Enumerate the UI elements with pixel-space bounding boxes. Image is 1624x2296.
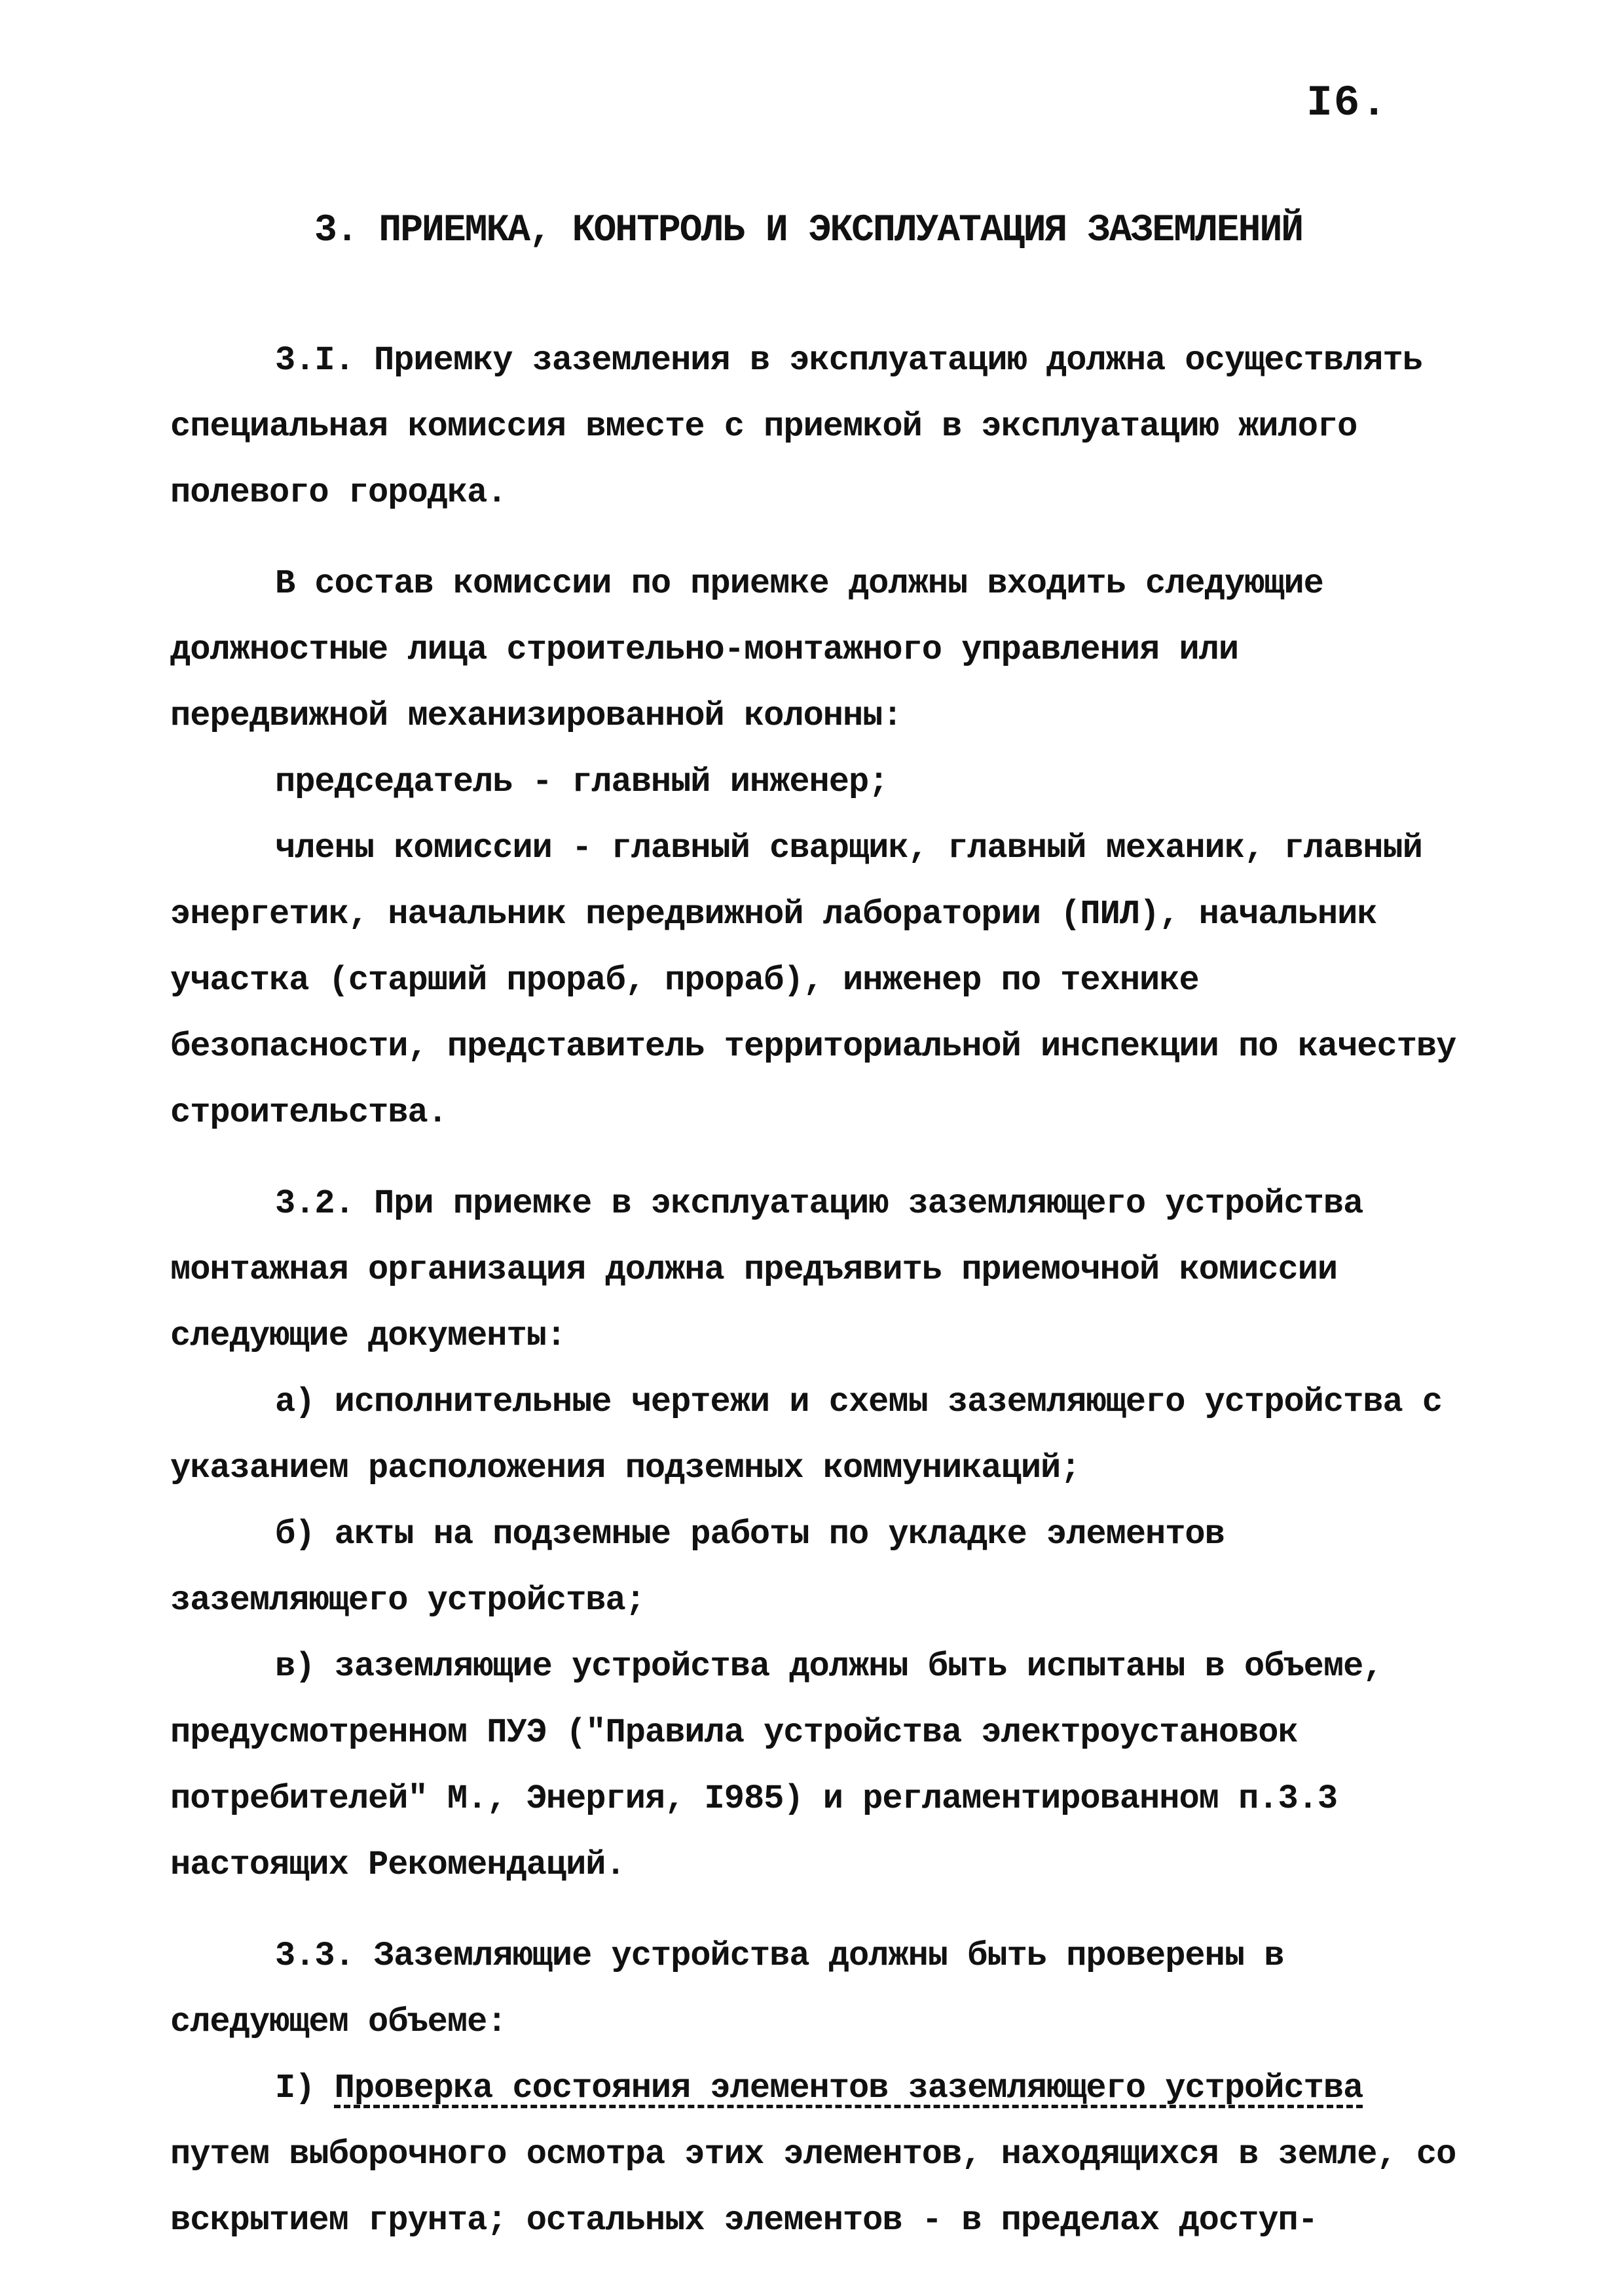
document-body <box>170 327 1473 2253</box>
list-item-1-heading: Проверка состояния элементов заземляющего устройства <box>334 2069 1363 2107</box>
list-item-1 <box>170 2055 1473 2253</box>
paragraph-chairman: председатель - главный инженер; <box>275 763 889 801</box>
paragraph-3-2: 3.2. При приемке в эксплуатацию заземляющего устройства монтажная организация должна предъявить приемочной комиссии следующие документы: <box>170 1184 1363 1355</box>
paragraph-3-1: 3.I. Приемку заземления в эксплуатацию должна осуществлять специальная комиссия вместе с приемкой в эксплуатацию жилого полевого городка. <box>170 341 1422 512</box>
page-number: I6. <box>1306 79 1388 128</box>
paragraph-3-3: 3.3. Заземляющие устройства должны быть проверены в следующем объеме: <box>170 1937 1284 2041</box>
list-item-1-text: путем выборочного осмотра этих элементов, находящихся в земле, со вскрытием грунта; остальных элементов - в пределах доступ- <box>170 2135 1456 2240</box>
paragraph-commission-members: члены комиссии - главный сварщик, главный механик, главный энергетик, начальник передвижной лаборатории (ПИЛ), начальник участка (старший прораб, прораб), инженер по технике безопасности, представитель территориальной инспекции по качеству строительства. <box>170 829 1456 1132</box>
section-title: 3. ПРИЕМКА, КОНТРОЛЬ И ЭКСПЛУАТАЦИЯ ЗАЗЕМЛЕНИЙ <box>314 210 1303 252</box>
list-item-b: б) акты на подземные работы по укладке элементов заземляющего устройства; <box>170 1515 1225 1620</box>
paragraph-commission-staff: В состав комиссии по приемке должны входить следующие должностные лица строительно-монтажного управления или передвижной механизированной колонны: <box>170 564 1323 735</box>
list-item-v: в) заземляющие устройства должны быть испытаны в объеме, предусмотренном ПУЭ ("Правила устройства электроустановок потребителей" М., Энергия, I985) и регламентированном п.3.3 настоящих Рекомендаций. <box>170 1647 1383 1884</box>
list-item-a: а) исполнительные чертежи и схемы заземляющего устройства с указанием расположения подземных коммуникаций; <box>170 1383 1443 1487</box>
list-item-1-number: I) <box>275 2069 335 2107</box>
